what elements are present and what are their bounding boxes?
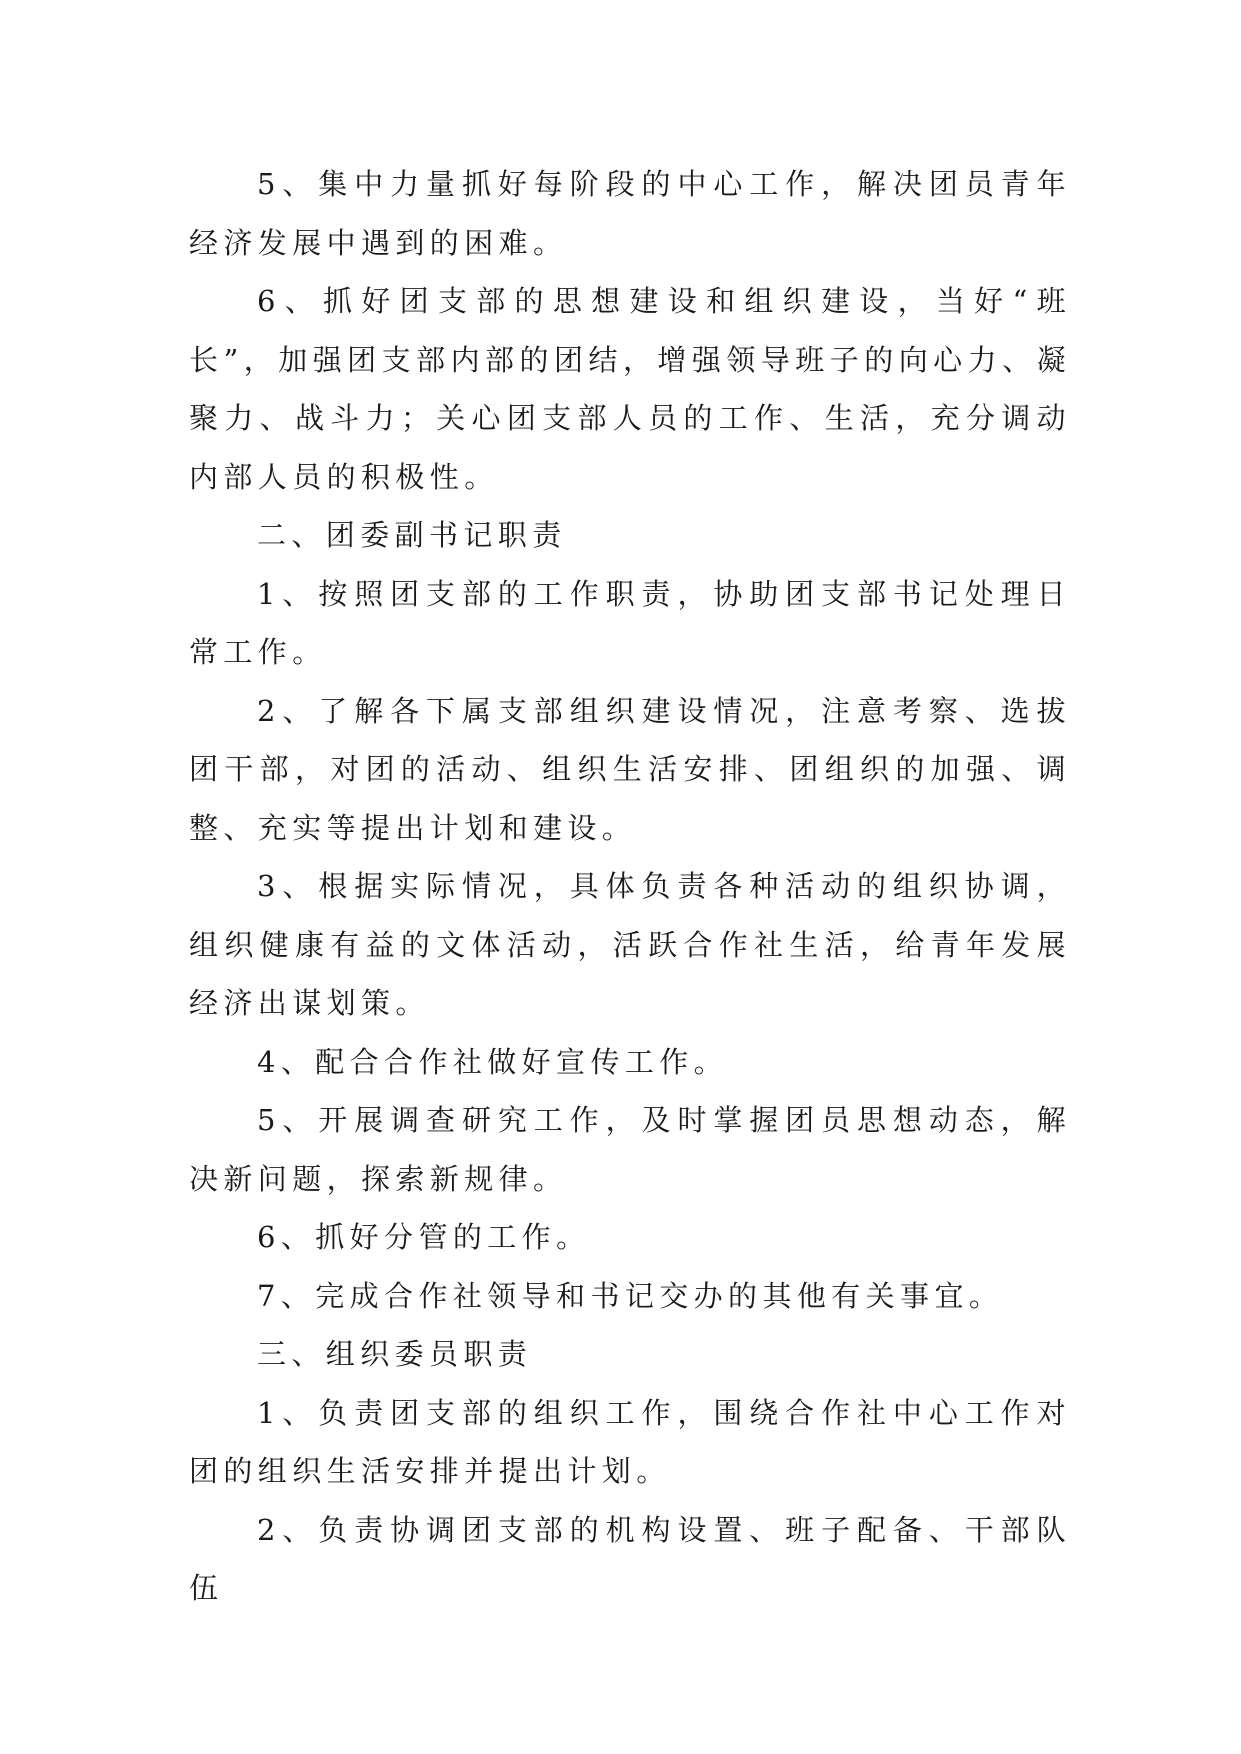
paragraph-item-7-other-matters: 7、完成合作社领导和书记交办的其他有关事宜。 <box>257 1278 1004 1313</box>
paragraph-item-6-assigned-work: 6、抓好分管的工作。 <box>257 1220 591 1254</box>
paragraph-item-5-focus-central-work: 5、集中力量抓好每阶段的中心工作，解决团员青年经济发展中遇到的困难。 <box>189 167 1071 260</box>
paragraph-item-5-research-work: 5、开展调查研究工作，及时掌握团员思想动态，解决新问题，探索新规律。 <box>189 1103 1071 1196</box>
paragraph-item-1-assist-secretary: 1、按照团支部的工作职责，协助团支部书记处理日常工作。 <box>189 576 1071 669</box>
paragraph-item-2-coordination-structure: 2、负责协调团支部的机构设置、班子配备、干部队伍 <box>189 1512 1071 1605</box>
paragraph-item-1-organization-work: 1、负责团支部的组织工作，围绕合作社中心工作对团的组织生活安排并提出计划。 <box>189 1395 1071 1488</box>
paragraph-item-4-publicity-work: 4、配合合作社做好宣传工作。 <box>257 1044 729 1079</box>
paragraph-item-3-activity-coordination: 3、根据实际情况，具体负责各种活动的组织协调，组织健康有益的文体活动，活跃合作社生活，给青年发展经济出谋划策。 <box>189 869 1071 1020</box>
paragraph-item-2-organization-building: 2、了解各下属支部组织建设情况，注意考察、选拔团干部，对团的活动、组织生活安排、团组织的加强、调整、充实等提出计划和建设。 <box>189 693 1071 845</box>
document-body <box>189 155 1071 1618</box>
paragraph-item-6-ideological-organizational-building: 6、抓好团支部的思想建设和组织建设，当好“班长”，加强团支部内部的团结，增强领导班子的向心力、凝聚力、战斗力；关心团支部人员的工作、生活，充分调动内部人员的积极性。 <box>189 284 1071 494</box>
section-heading-deputy-secretary-duties: 二、团委副书记职责 <box>257 518 567 552</box>
section-heading-organization-committee-duties: 三、组织委员职责 <box>257 1337 533 1371</box>
